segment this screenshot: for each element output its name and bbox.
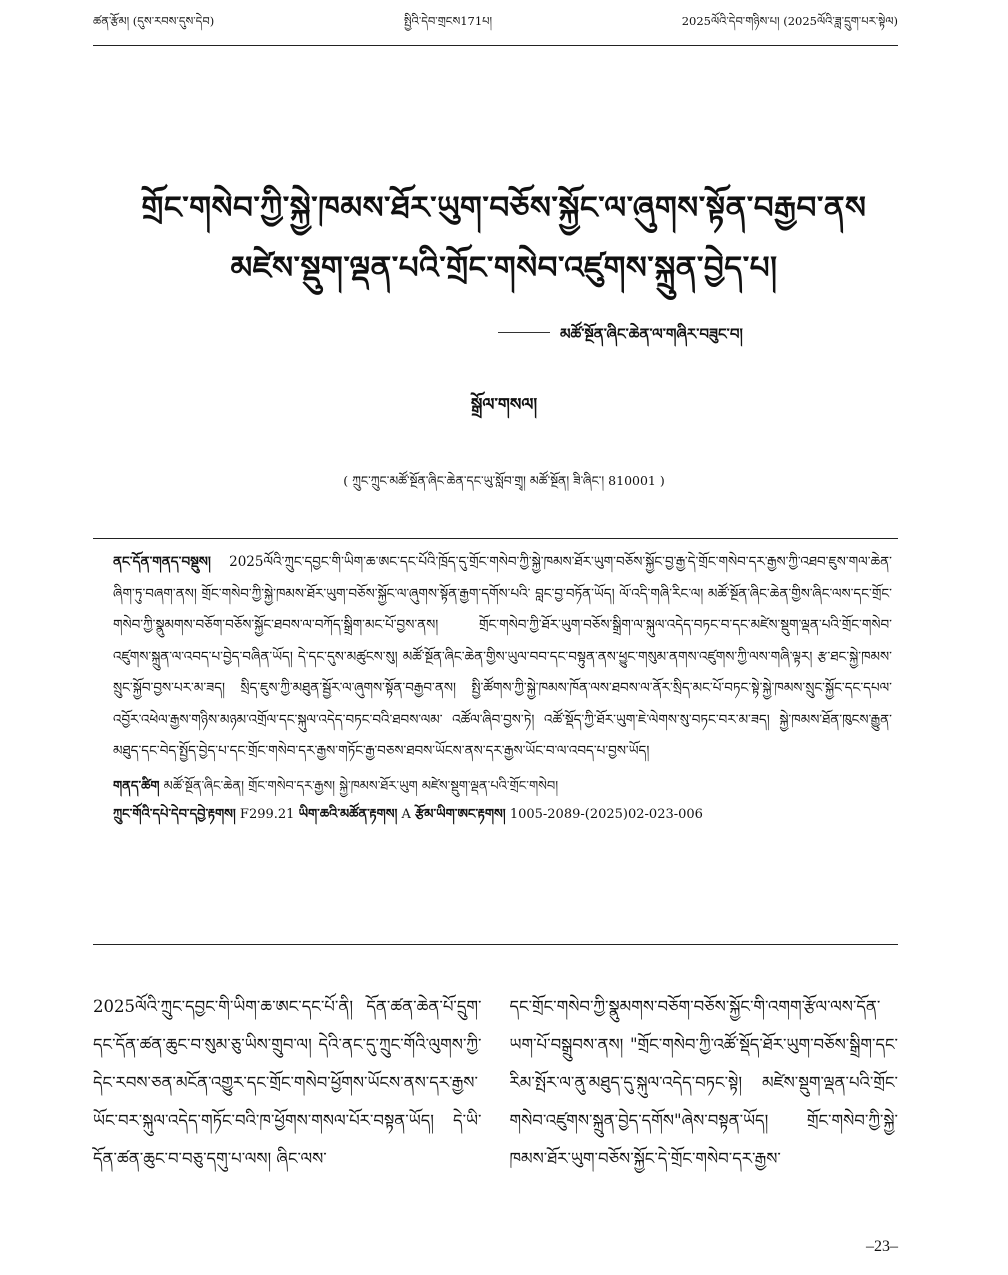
abstract-text: 2025ལོའི་ཀྲུང་དབྱང་གི་ཡིག་ཆ་ཨང་དང་པོའི་ཁྲོད་དུ་གྲོང་གསེབ་ཀྱི་སྐྱེ་ཁམས་ཐོར་ཡུག་བཅོས་སྐྱོང་བྱ་རྒྱ་དེ་གྲོང་གསེབ་དར་རྒྱས་ཀྱི་འཐབ་ཇུས་གལ་ཆེན་ཞིག་ཏུ་བཞག་ནས། གྲོང་གསེབ་ཀྱི་སྐྱེ་ཁམས་ཐོར་ཡུག་བཅོས་སྐྱོང་ལ་ཞུགས་སྟོན་རྒྱག་དགོས་པའི་ བླང་བྱ་བཏོན་ཡོད། ལོ་འདི་གཞི་རིང་ལ། མཚོ་སྔོན་ཞིང་ཆེན་གྱིས་ཞིང་ལས་དང་གྲོང་གསེབ་ཀྱི་སྣུམགས་བཅོག་བཅོས་སྐྱོང་ཐབས་ལ་བཀོད་སྒྲིག་མང་པོ་བྱས་ནས། གྲོང་གསེབ་ཀྱི་ཐོར་ཡུག་བཅོས་སྒྲིག་ལ་སྐུལ་འདེད་བཏང་བ་དང་མཛེས་སྡུག་ལྡན་པའི་གྲོང་གསེབ་འཛུགས་སྐྲུན་ལ་འབད་པ་བྱེད་བཞིན་ཡོད། དེ་དང་དུས་མཚུངས་སུ། མཚོ་སྔོན་ཞིང་ཆེན་གྱིས་ཡུལ་བབ་དང་བསྟུན་ནས་ཕྱུང་གསུམ་ནགས་འཛུགས་ཀྱི་ལས་གཞི་ལྟར། རྩ་ཐང་སྐྱེ་ཁམས་སྲུང་སྐྱོབ་བྱས་པར་མ་ཟད། སྲིད་ཇུས་ཀྱི་མཐུན་སྦྱོར་ལ་ཞུགས་སྟོན་བརྒྱབ་ནས། སྤྱི་ཚོགས་ཀྱི་སྐྱེ་ཁམས་ཁོན་ལས་ཐབས་ལ་ནོར་སྲིད་མང་པོ་བཏང་སྟེ་སྐྱེ་ཁམས་སྲུང་སྐྱོང་དང་དཔལ་འབྱོར་འཕེལ་རྒྱས་གཉིས་མཉམ་འགྲོལ་དང་སྐུལ་འདེད་བཏང་བའི་ཐབས་ལམ་ འཚོལ་ཞིབ་བྱས་ཏེ། འཚོ་སྡོད་ཀྱི་ཐོར་ཡུག་ཇེ་ལེགས་སུ་བཏང་བར་མ་ཟད། སྐྱེ་ཁམས་ཐོན་ཁུངས་རྒྱུན་མཐུད་དང་བེད་སྤྱོད་བྱེད་པ་དང་གྲོང་གསེབ་དར་རྒྱས་གཏོང་རྒྱ་བཅས་ཐབས་ཡོངས་ནས་དར་རྒྱས་ཡོང་བ་ལ་འབད་པ་བྱས་ཡོད། — [113, 554, 892, 759]
title-line-2: མཛེས་སྡུག་ལྡན་པའི་གྲོང་གསེབ་འཛུགས་སྐྲུན་བྱེད་པ། — [230, 250, 778, 286]
abstract-section — [93, 538, 898, 945]
running-header — [93, 14, 898, 46]
article-id: 1005-2089-(2025)02-023-006 — [509, 806, 703, 822]
classification-line — [113, 802, 892, 828]
clc-code: F299.21 — [239, 806, 295, 822]
doc-code-label: ཡིག་ཆའི་མཚོན་རྟགས། — [298, 806, 398, 822]
header-right: 2025ལོའི་དེབ་གཉིས་པ། (2025ལོའི་ཟླ་དྲུག་པར་སྟེལ) — [681, 14, 898, 28]
page-number: –23– — [866, 1238, 898, 1255]
clc-label: ཀྲུང་གོའི་དཔེ་དེབ་དབྱེ་རྟགས། — [113, 806, 236, 822]
article-id-label: རྩོམ་ཡིག་ཨང་རྟགས། — [415, 806, 506, 822]
abstract — [113, 547, 892, 768]
body-text — [93, 988, 898, 1218]
title-line-1: གྲོང་གསེབ་ཀྱི་སྐྱེ་ཁམས་ཐོར་ཡུག་བཅོས་སྐྱོང་ལ་ཞུགས་སྟོན་བརྒྱབ་ནས — [141, 190, 867, 226]
doc-code: A — [401, 806, 411, 822]
author-name: སྒྲོལ་གསལ། — [470, 395, 538, 415]
abstract-label: ནང་དོན་གནད་བསྡུས། — [113, 554, 211, 570]
article-subtitle: མཚོ་སྔོན་ཞིང་ཆེན་ལ་གཞིར་བཟུང་བ། — [560, 325, 743, 343]
keywords-line — [113, 774, 892, 800]
subtitle-dash — [498, 332, 550, 333]
author-affiliation: ( ཀྲུང་ཀྲུང་མཚོ་སྔོན་ཞིང་ཆེན་དང་ཡུ་སློབ་གྲྭ། མཚོ་སྔོན། ཟི་ཞིང་། 810001 ) — [343, 473, 665, 488]
header-left: ཚན་རྩོམ། (དུས་རབས་དུས་དེབ) — [93, 14, 215, 28]
header-center: སྤྱིའི་དེབ་གྲངས171པ། — [403, 14, 493, 28]
body-column-left: 2025ལོའི་ཀྲུང་དབྱང་གི་ཡིག་ཆ་ཨང་དང་པོ་ནི། དོན་ཚན་ཆེན་པོ་དྲུག་དང་དོན་ཚན་ཆུང་བ་སུམ་ཅུ་ཡིས་གྲུབ་ལ། དེའི་ནང་དུ་ཀྲུང་གོའི་ལུགས་ཀྱི་དེང་རབས་ཅན་མངོན་འགྱུར་དང་གྲོང་གསེབ་ཕྱོགས་ཡོངས་ནས་དར་རྒྱས་ཡོང་བར་སྐུལ་འདེད་གཏོང་བའི་ཁ་ཕྱོགས་གསལ་པོར་བསྟན་ཡོད། དེ་ཡི་དོན་ཚན་ཆུང་བ་བཅུ་དགུ་པ་ལས། ཞིང་ལས་ — [93, 997, 482, 1168]
keywords-text: མཚོ་སྔོན་ཞིང་ཆེན། གྲོང་གསེབ་དར་རྒྱས། སྐྱེ་ཁམས་ཐོར་ཡུག མཛེས་སྡུག་ལྡན་པའི་གྲོང་གསེབ། — [163, 778, 559, 794]
article-title — [80, 178, 928, 298]
keywords-label: གནད་ཚིག — [113, 778, 160, 794]
body-column-right: དང་གྲོང་གསེབ་ཀྱི་སྣུམགས་བཅོག་བཅོས་སྐྱོང་གི་འགག་རྩོལ་ལས་དོན་ཡག་པོ་བསྒྲུབས་ནས། "གྲོང་གསེབ་ཀྱི་འཚོ་སྡོད་ཐོར་ཡུག་བཅོས་སྒྲིག་དང་རིམ་སྤོར་ལ་ནུ་མཐུད་དུ་སྐུལ་འདེད་བཏང་སྟེ། མཛེས་སྡུག་ལྡན་པའི་གྲོང་གསེབ་འཛུགས་སྐྲུན་བྱེད་དགོས"ཞེས་བསྟན་ཡོད། གྲོང་གསེབ་ཀྱི་སྐྱེ་ཁམས་ཐོར་ཡུག་བཅོས་སྐྱོང་དེ་གྲོང་གསེབ་དར་རྒྱས་ — [509, 997, 898, 1168]
